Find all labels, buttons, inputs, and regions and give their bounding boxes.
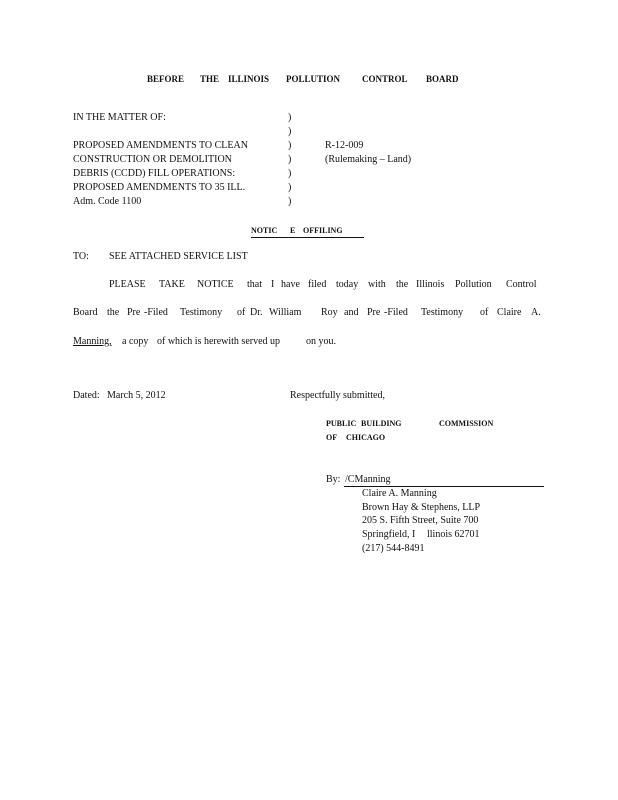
body-word: of bbox=[237, 307, 246, 318]
signer-name: Claire A. Manning bbox=[362, 488, 437, 499]
body-word: Roy bbox=[321, 307, 338, 318]
body-word: Pre bbox=[127, 307, 141, 318]
caption-paren: ) bbox=[288, 140, 292, 151]
body-word: have bbox=[281, 279, 300, 290]
body-word: -Filed bbox=[384, 307, 408, 318]
body-word: Control bbox=[506, 279, 537, 290]
body-word: of which is herewith served up bbox=[157, 336, 281, 347]
signature-text: /CManning bbox=[345, 474, 391, 485]
caption-line: PROPOSED AMENDMENTS TO 35 ILL. bbox=[73, 182, 246, 193]
docket-type: (Rulemaking – Land) bbox=[325, 154, 412, 165]
body-word: Illinois bbox=[416, 279, 445, 290]
body-word: Testimony bbox=[421, 307, 464, 318]
body-word: Board bbox=[73, 307, 98, 318]
body-word: the bbox=[107, 307, 120, 318]
heading-word: BEFORE bbox=[147, 74, 185, 84]
client-word: PUBLIC bbox=[326, 419, 357, 428]
dated-label: Dated: bbox=[73, 390, 100, 401]
caption-line: IN THE MATTER OF: bbox=[73, 112, 166, 123]
closing: Respectfully submitted, bbox=[290, 390, 385, 401]
body-word-underlined: Manning, bbox=[73, 336, 112, 347]
body-word: PLEASE bbox=[109, 279, 146, 290]
client-word: COMMISSION bbox=[439, 419, 494, 428]
caption-paren: ) bbox=[288, 112, 292, 123]
heading-word: ILLINOIS bbox=[228, 74, 270, 84]
caption-paren: ) bbox=[288, 196, 292, 207]
body-word: Claire bbox=[497, 307, 522, 318]
caption-line: PROPOSED AMENDMENTS TO CLEAN bbox=[73, 140, 248, 151]
caption-line: DEBRIS (CCDD) FILL OPERATIONS: bbox=[73, 168, 236, 179]
by-label: By: bbox=[326, 474, 341, 485]
body-word: the bbox=[396, 279, 409, 290]
body-word: Pollution bbox=[455, 279, 492, 290]
caption-line: Adm. Code 1100 bbox=[73, 196, 142, 207]
city-part: llinois 62701 bbox=[427, 529, 480, 540]
heading-word: CONTROL bbox=[362, 74, 408, 84]
caption-paren: ) bbox=[288, 154, 292, 165]
body-word: TAKE bbox=[159, 279, 185, 290]
to-value: SEE ATTACHED SERVICE LIST bbox=[109, 251, 248, 262]
heading-word: THE bbox=[200, 74, 220, 84]
city-part: Springfield, I bbox=[362, 529, 416, 540]
caption-line: CONSTRUCTION OR DEMOLITION bbox=[73, 154, 232, 165]
caption-paren: ) bbox=[288, 168, 292, 179]
client-word: OF bbox=[326, 433, 338, 442]
body-word: filed bbox=[308, 279, 327, 290]
phone-number: (217) 544-8491 bbox=[362, 543, 425, 554]
heading-word: POLLUTION bbox=[286, 74, 341, 84]
body-word: on you. bbox=[306, 336, 336, 347]
street-address: 205 S. Fifth Street, Suite 700 bbox=[362, 515, 479, 526]
body-word: Pre bbox=[367, 307, 381, 318]
body-word: NOTICE bbox=[197, 279, 234, 290]
body-word: today bbox=[336, 279, 359, 290]
body-word: with bbox=[368, 279, 386, 290]
body-word: William bbox=[269, 307, 302, 318]
body-word: -Filed bbox=[144, 307, 168, 318]
signature-line bbox=[344, 486, 544, 487]
body-word: a copy bbox=[122, 336, 149, 347]
body-word: A. bbox=[531, 307, 541, 318]
body-word: of bbox=[480, 307, 489, 318]
heading-word: BOARD bbox=[426, 74, 459, 84]
caption-paren: ) bbox=[288, 182, 292, 193]
notice-title-part: E bbox=[290, 226, 296, 235]
body-word: Dr. bbox=[250, 307, 263, 318]
client-word: CHICAGO bbox=[346, 433, 386, 442]
notice-title-part: NOTIC bbox=[251, 226, 278, 235]
body-word: I bbox=[271, 279, 275, 290]
body-word: Testimony bbox=[180, 307, 223, 318]
notice-title-part: OFFILING bbox=[303, 226, 343, 235]
dated-value: March 5, 2012 bbox=[107, 390, 166, 401]
to-label: TO: bbox=[73, 251, 89, 262]
caption-paren: ) bbox=[288, 126, 292, 137]
body-word: that bbox=[247, 279, 262, 290]
docket-number: R-12-009 bbox=[325, 140, 364, 151]
notice-title-underline bbox=[251, 237, 364, 238]
body-word: and bbox=[344, 307, 359, 318]
client-word: BUILDING bbox=[361, 419, 402, 428]
firm-name: Brown Hay & Stephens, LLP bbox=[362, 502, 481, 513]
